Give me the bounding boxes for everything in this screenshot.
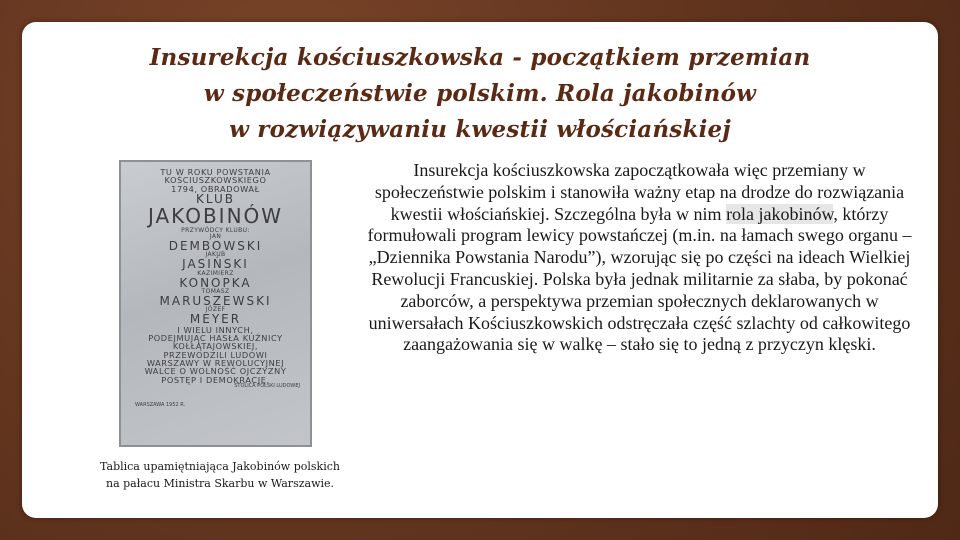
plaque-line: KLUB <box>196 192 235 207</box>
body-text-part: Insurekcja kościuszkowska zapoczątkowała więc przemiany w społeczeństwie polskim i stanowiła ważny etap na drodze do rozwiązania kwestii włościańskiej. Szczególna była w nim <box>374 160 905 224</box>
plaque-line: MEYER <box>189 312 242 327</box>
plaque-line: TOMASZ <box>201 287 230 295</box>
body-paragraph <box>362 160 917 356</box>
slide-title <box>22 40 938 148</box>
plaque-line: TU W ROKU POWSTANIA <box>160 167 271 177</box>
plaque-line: PODEJMUJĄC HASŁA KUŹNICY <box>148 332 283 343</box>
body-text-part: , którzy formułowali program lewicy powstańczej (m.in. na łamach swego organu – „Dziennika Powstania Narodu”), wzorując się po części na ideach Wielkiej Rewolucji Francuskiej. Polska była jednak militarnie za słaba, by pokonać zaborców, a perspektywa przemian społecznych deklarowanych w uniwersałach Kościuszkowskich odstręczała część szlachty od całkowitego zaangażowania się w walkę – stało się to jedną z przyczyn klęski. <box>367 203 912 355</box>
title-line: Insurekcja kościuszkowska - początkiem przemian <box>149 44 811 71</box>
plaque-line: STOLICA POLSKI LUDOWEJ <box>234 383 300 390</box>
plaque-line: WARSZAWY W REWOLUCYJNEJ <box>146 357 285 368</box>
plaque-line: KONOPKA <box>179 275 252 290</box>
title-line: w rozwiązywaniu kwestii włościańskiej <box>229 116 731 143</box>
plaque-line: PRZEWODZILI LUDOWI <box>163 349 268 360</box>
plaque-line: KOŚCIUSZKOWSKIEGO <box>164 175 267 186</box>
plaque-line: PRZYWÓDCY KLUBU: <box>181 226 250 234</box>
slide <box>22 22 938 518</box>
plaque-line: MARUSZEWSKI <box>159 293 272 308</box>
plaque-line: WALCE O WOLNOŚĆ OJCZYZNY <box>144 366 287 377</box>
caption-line: Tablica upamiętniająca Jakobinów polskich <box>100 460 340 473</box>
plaque-line: DEMBOWSKI <box>168 238 263 253</box>
plaque-line: JAKUB <box>205 251 226 259</box>
plaque-line: KOŁŁĄTAJOWSKIEJ, <box>172 341 259 352</box>
plaque-line: WARSZAWA 1952 R. <box>135 402 186 409</box>
plaque-line: POSTĘP I DEMOKRACJĘ. <box>161 374 270 385</box>
plaque-line: JAKOBINÓW <box>147 204 284 229</box>
plaque-line: 1794, OBRADOWAŁ <box>171 183 260 194</box>
caption-line: na pałacu Ministra Skarbu w Warszawie. <box>105 477 335 490</box>
plaque-line: KAZIMIERZ <box>197 269 234 277</box>
plaque-line: JASIŃSKI <box>182 257 249 272</box>
plaque-line: I WIELU INNYCH, <box>177 324 254 335</box>
plaque-line: JAN <box>209 232 222 240</box>
memorial-plaque-image <box>119 160 312 447</box>
image-caption <box>80 458 360 492</box>
highlighted-phrase: rola jakobinów <box>726 203 834 224</box>
plaque-line: JÓZEF <box>205 306 226 314</box>
title-line: w społeczeństwie polskim. Rola jakobinów <box>203 80 757 107</box>
